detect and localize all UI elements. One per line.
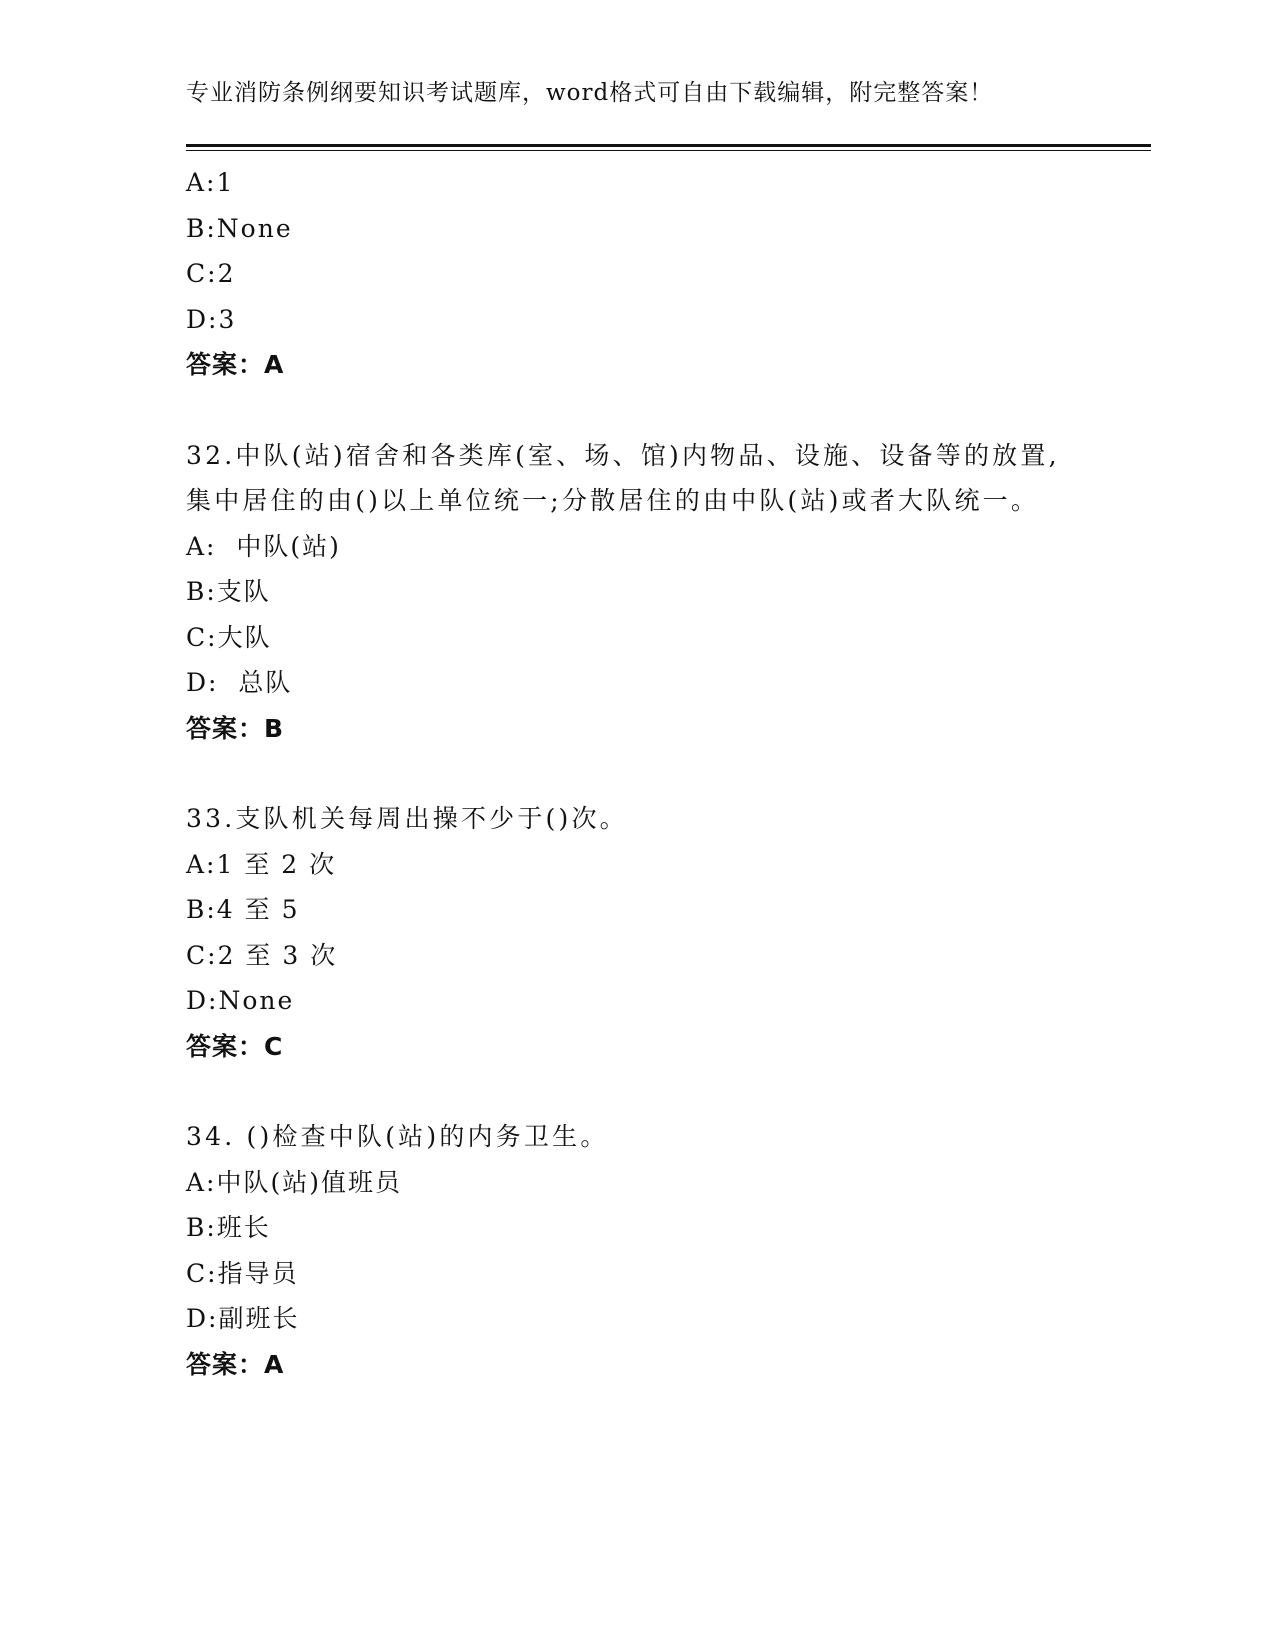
page-header-title: 专业消防条例纲要知识考试题库，word格式可自由下载编辑，附完整答案！	[186, 80, 994, 106]
question-block	[186, 1114, 1086, 1387]
option-label: A:	[186, 531, 217, 561]
option-d	[186, 297, 1086, 343]
option-text: 中队(站)	[216, 531, 341, 561]
option-b	[186, 206, 1086, 252]
option-text: 1 至 2 次	[216, 849, 337, 879]
option-text: 班长	[216, 1213, 271, 1242]
option-label: C:	[186, 1258, 218, 1288]
answer-line: 答案：A	[186, 1349, 285, 1379]
option-text: 指导员	[217, 1258, 299, 1288]
option-text: 2	[217, 259, 236, 288]
option-a	[186, 524, 1086, 570]
option-b	[186, 1205, 1086, 1251]
question-stem: 34. ()检查中队(站)的内务卫生。	[186, 1122, 609, 1151]
option-label: C:	[186, 622, 218, 652]
option-label: C:	[186, 259, 218, 288]
option-text: 4 至 5	[216, 895, 300, 924]
option-label: B:	[186, 1213, 217, 1242]
spacer	[186, 388, 1086, 433]
option-label: B:	[186, 577, 217, 606]
option-a	[186, 160, 1086, 206]
option-text: None	[218, 986, 295, 1015]
option-a	[186, 842, 1086, 888]
option-label: B:	[186, 213, 217, 243]
option-d	[186, 660, 1086, 706]
answer-line: 答案：C	[186, 1031, 284, 1061]
option-label: D:	[186, 304, 219, 334]
option-c	[186, 615, 1086, 661]
question-stem: 33.支队机关每周出操不少于()次。	[186, 804, 628, 833]
question-stem: 32.中队(站)宿舍和各类库(室、场、馆)内物品、设施、设备等的放置,集中居住的由()以上单位统一;分散居住的由中队(站)或者大队统一。	[186, 440, 1060, 515]
option-c	[186, 251, 1086, 297]
option-text: 大队	[217, 622, 272, 652]
option-text: 支队	[216, 577, 271, 606]
option-text: 总队	[218, 668, 293, 697]
question-block	[186, 160, 1086, 388]
spacer	[186, 1069, 1086, 1114]
option-a	[186, 1160, 1086, 1206]
question-list	[186, 160, 1086, 1387]
option-label: A:	[186, 1167, 217, 1197]
option-label: D:	[186, 986, 219, 1015]
option-label: A:	[186, 168, 217, 197]
question-block	[186, 433, 1086, 752]
option-d	[186, 1296, 1086, 1342]
option-c	[186, 933, 1086, 979]
header-divider-thick	[186, 144, 1151, 147]
option-b	[186, 887, 1086, 933]
option-label: D:	[186, 668, 219, 697]
option-text: 3	[218, 304, 237, 334]
option-label: B:	[186, 895, 217, 924]
question-block	[186, 796, 1086, 1069]
option-label: C:	[186, 940, 218, 970]
option-d	[186, 978, 1086, 1024]
option-c	[186, 1251, 1086, 1297]
header-divider-thin	[186, 150, 1151, 151]
option-text: 中队(站)值班员	[216, 1167, 402, 1197]
option-text: 1	[216, 168, 235, 197]
option-text: None	[216, 213, 293, 243]
option-text: 2 至 3 次	[217, 940, 338, 970]
option-label: A:	[186, 849, 217, 879]
option-label: D:	[186, 1304, 219, 1333]
answer-line: 答案：A	[186, 350, 285, 379]
spacer	[186, 751, 1086, 796]
option-b	[186, 569, 1086, 615]
answer-line: 答案：B	[186, 713, 285, 743]
option-text: 副班长	[218, 1304, 300, 1333]
